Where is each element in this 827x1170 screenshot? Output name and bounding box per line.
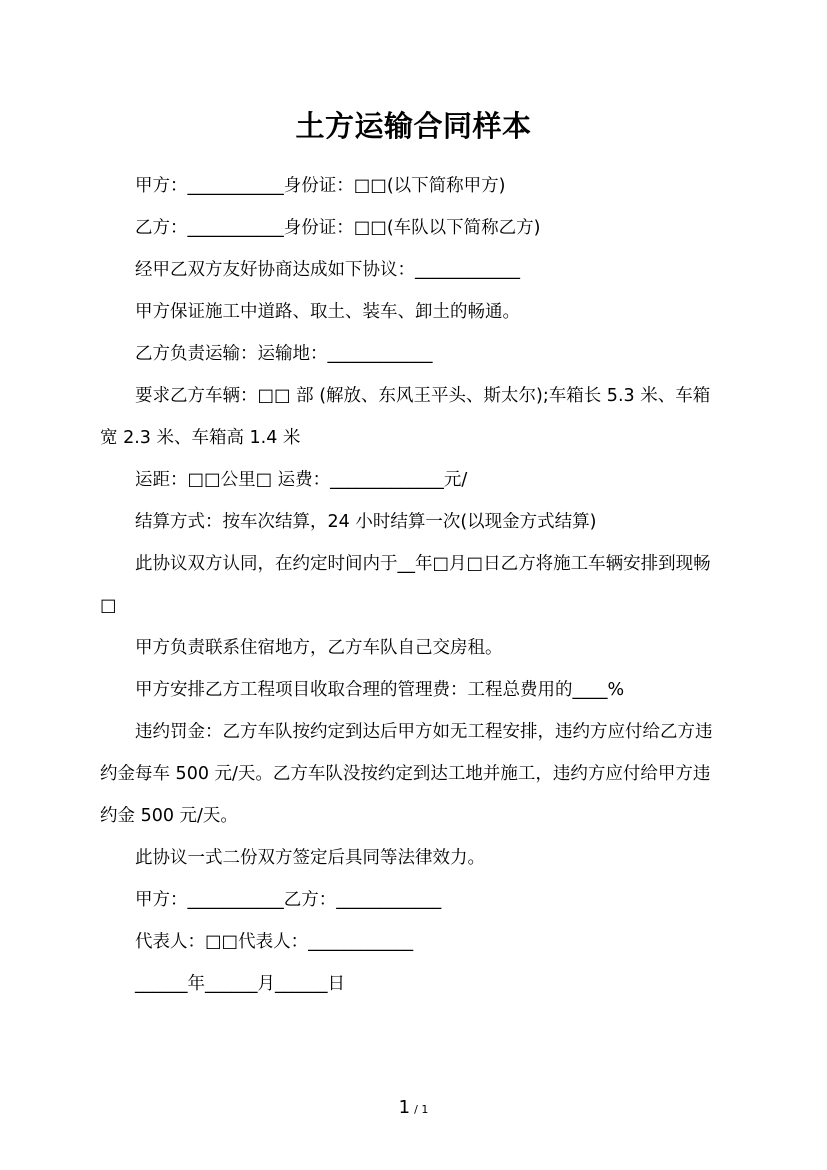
paragraph-transport-location: 乙方负责运输：运输地：____________ bbox=[100, 344, 433, 364]
paragraph-distance-fee: 运距：□□公里□ 运费：_____________元/ bbox=[100, 470, 468, 490]
paragraph-settlement: 结算方式：按车次结算，24 小时结算一次(以现金方式结算) bbox=[100, 512, 597, 532]
paragraph-party-b: 乙方：___________身份证：□□(车队以下简称乙方) bbox=[100, 218, 541, 238]
paragraph-schedule: 此协议双方认同，在约定时间内于__年□月□日乙方将施工车辆安排到现畅 □ bbox=[100, 554, 717, 616]
signature-parties: 甲方：___________乙方：____________ bbox=[100, 890, 442, 910]
page-total: / 1 bbox=[414, 1103, 429, 1116]
signature-representatives: 代表人：□□代表人：____________ bbox=[100, 932, 414, 952]
paragraph-penalty: 违约罚金：乙方车队按约定到达后甲方如无工程安排，违约方应付给乙方违约金每车 500 元/天。乙方车队没按约定到达工地并施工，违约方应付给甲方违约金 500 元/天。 bbox=[100, 722, 713, 826]
page-current: 1 bbox=[398, 1097, 411, 1118]
paragraph-accommodation: 甲方负责联系住宿地方，乙方车队自己交房租。 bbox=[100, 638, 503, 658]
signature-date: ______年______月______日 bbox=[100, 974, 345, 994]
paragraph-management-fee: 甲方安排乙方工程项目收取合理的管理费：工程总费用的____% bbox=[100, 680, 625, 700]
paragraph-party-a: 甲方：___________身份证：□□(以下简称甲方) bbox=[100, 176, 506, 196]
page-number bbox=[0, 1094, 827, 1124]
paragraph-vehicle-requirements: 要求乙方车辆：□□ 部 (解放、东风王平头、斯太尔);车箱长 5.3 米、车箱宽 2.3 米、车箱高 1.4 米 bbox=[100, 386, 711, 448]
paragraph-agreement-intro: 经甲乙双方友好协商达成如下协议：____________ bbox=[100, 260, 520, 280]
paragraph-road-guarantee: 甲方保证施工中道路、取土、装车、卸土的畅通。 bbox=[100, 302, 520, 322]
document-title: 土方运输合同样本 bbox=[295, 109, 532, 143]
paragraph-copies: 此协议一式二份双方签定后具同等法律效力。 bbox=[100, 848, 485, 868]
